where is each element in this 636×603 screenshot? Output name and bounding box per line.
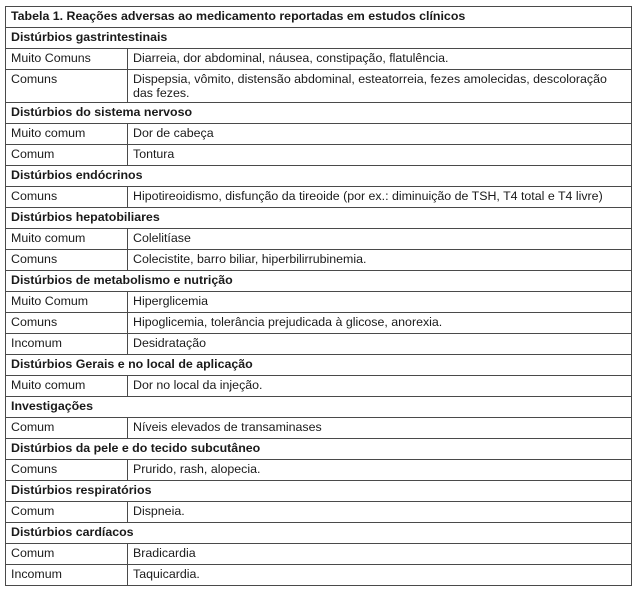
category-row [6,439,632,460]
category-heading: Distúrbios endócrinos [6,166,632,187]
frequency-cell: Comuns [6,250,128,271]
reactions-cell: Tontura [128,145,632,166]
category-row [6,397,632,418]
frequency-cell: Comuns [6,460,128,481]
frequency-cell: Muito Comuns [6,49,128,70]
frequency-cell: Comuns [6,187,128,208]
table-row [6,145,632,166]
table-title-row [6,7,632,28]
table-row [6,376,632,397]
reactions-cell: Dispepsia, vômito, distensão abdominal, esteatorreia, fezes amolecidas, descoloração das fezes. [128,70,632,103]
reactions-cell: Taquicardia. [128,565,632,586]
category-heading: Distúrbios de metabolismo e nutrição [6,271,632,292]
category-row [6,523,632,544]
frequency-cell: Comuns [6,313,128,334]
table-row [6,544,632,565]
adverse-reactions-table-container [5,6,631,586]
table-row [6,124,632,145]
frequency-cell: Comum [6,418,128,439]
category-heading: Investigações [6,397,632,418]
category-heading: Distúrbios respiratórios [6,481,632,502]
adverse-reactions-table [5,6,632,586]
frequency-cell: Comum [6,502,128,523]
category-heading: Distúrbios hepatobiliares [6,208,632,229]
table-row [6,502,632,523]
table-row [6,565,632,586]
reactions-cell: Diarreia, dor abdominal, náusea, constipação, flatulência. [128,49,632,70]
category-row [6,28,632,49]
category-row [6,481,632,502]
table-row [6,229,632,250]
frequency-cell: Muito comum [6,124,128,145]
table-row [6,292,632,313]
category-heading: Distúrbios Gerais e no local de aplicação [6,355,632,376]
table-row [6,334,632,355]
category-heading: Distúrbios do sistema nervoso [6,103,632,124]
frequency-cell: Muito comum [6,229,128,250]
table-row [6,313,632,334]
table-row [6,187,632,208]
table-row [6,70,632,103]
reactions-cell: Dor de cabeça [128,124,632,145]
category-heading: Distúrbios gastrintestinais [6,28,632,49]
frequency-cell: Muito comum [6,376,128,397]
table-row [6,49,632,70]
reactions-cell: Colelitíase [128,229,632,250]
reactions-cell: Níveis elevados de transaminases [128,418,632,439]
category-row [6,103,632,124]
frequency-cell: Incomum [6,334,128,355]
reactions-cell: Hipotireoidismo, disfunção da tireoide (por ex.: diminuição de TSH, T4 total e T4 livre) [128,187,632,208]
reactions-cell: Colecistite, barro biliar, hiperbilirrubinemia. [128,250,632,271]
reactions-cell: Hipoglicemia, tolerância prejudicada à glicose, anorexia. [128,313,632,334]
frequency-cell: Incomum [6,565,128,586]
reactions-cell: Hiperglicemia [128,292,632,313]
frequency-cell: Comuns [6,70,128,103]
category-row [6,166,632,187]
frequency-cell: Comum [6,145,128,166]
frequency-cell: Muito Comum [6,292,128,313]
category-heading: Distúrbios da pele e do tecido subcutâneo [6,439,632,460]
reactions-cell: Dor no local da injeção. [128,376,632,397]
category-row [6,208,632,229]
reactions-cell: Bradicardia [128,544,632,565]
table-body [6,7,632,586]
reactions-cell: Desidratação [128,334,632,355]
table-title: Tabela 1. Reações adversas ao medicamento reportadas em estudos clínicos [6,7,632,28]
category-row [6,271,632,292]
table-row [6,250,632,271]
table-row [6,418,632,439]
category-row [6,355,632,376]
frequency-cell: Comum [6,544,128,565]
table-row [6,460,632,481]
reactions-cell: Dispneia. [128,502,632,523]
reactions-cell: Prurido, rash, alopecia. [128,460,632,481]
category-heading: Distúrbios cardíacos [6,523,632,544]
